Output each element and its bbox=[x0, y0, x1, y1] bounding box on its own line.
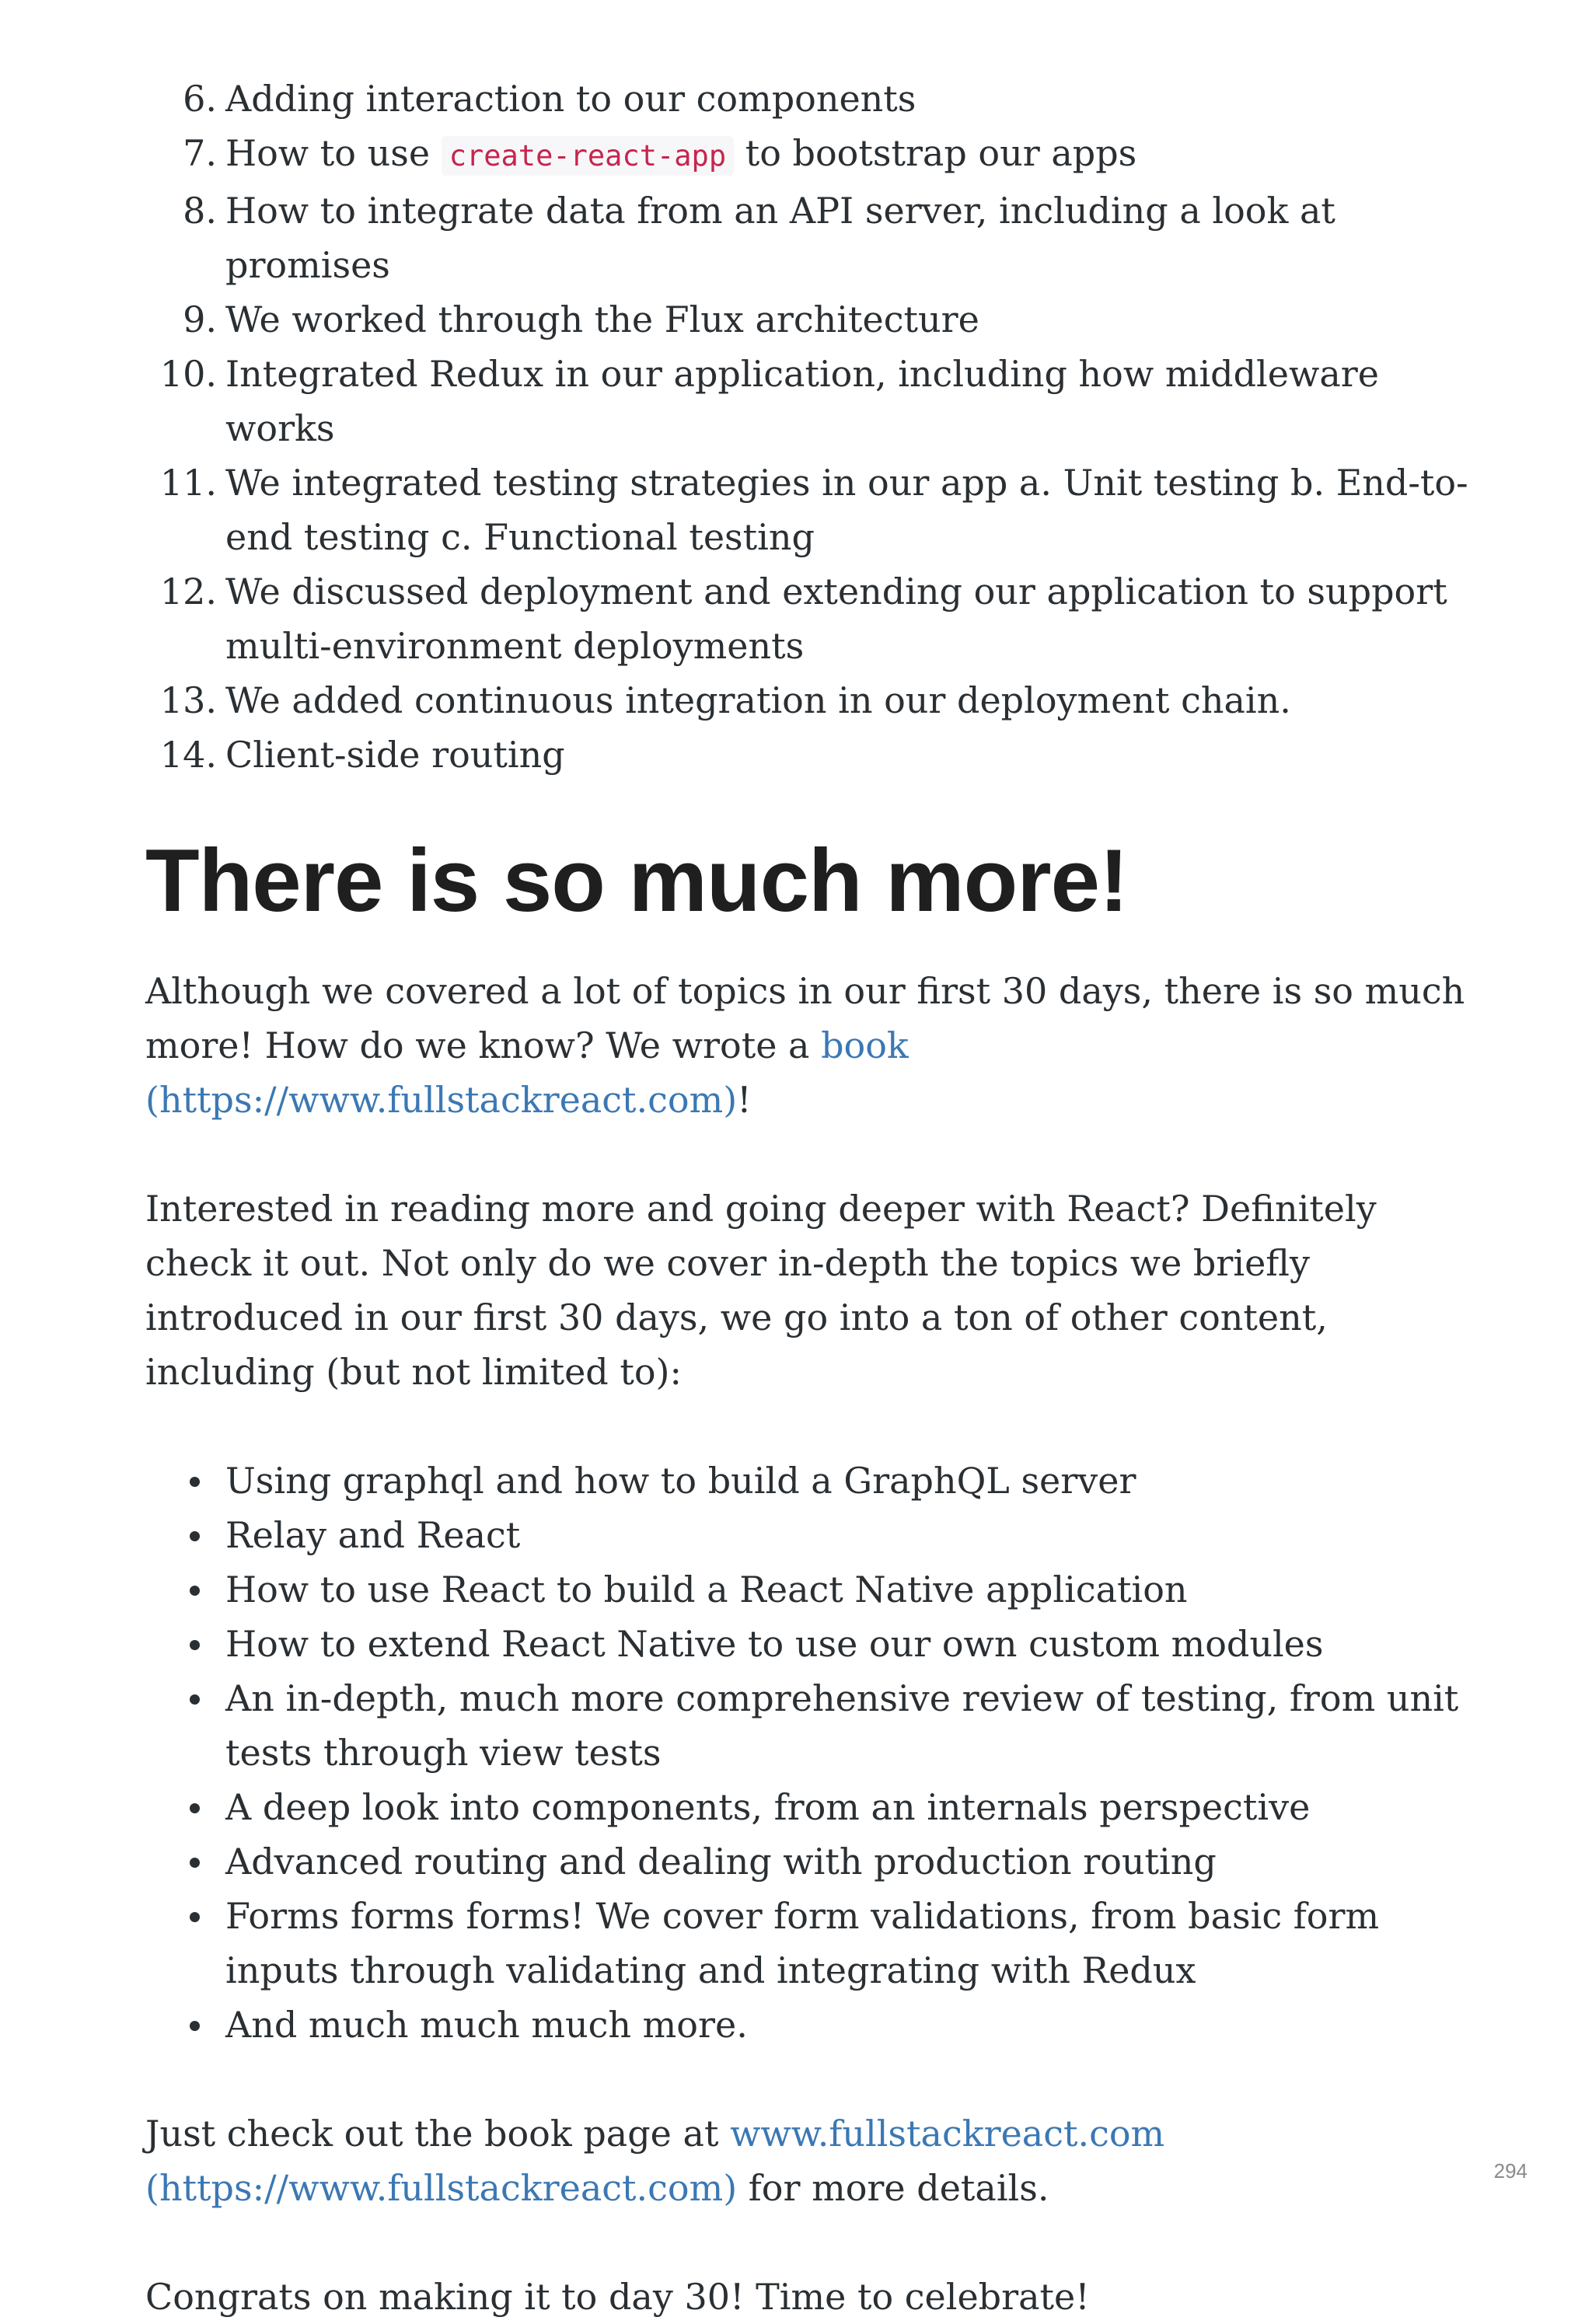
page-number: 294 bbox=[1493, 2159, 1527, 2183]
list-item bbox=[145, 1562, 1469, 1617]
list-item-text: And much much much more. bbox=[225, 2004, 748, 2046]
list-item-number: 9. bbox=[183, 298, 217, 340]
list-item-text: Client-side routing bbox=[225, 734, 565, 776]
list-item-text: We discussed deployment and extending our application to support multi-environment deployments bbox=[225, 571, 1447, 667]
list-item-number: 8. bbox=[183, 190, 217, 232]
list-item-text: We integrated testing strategies in our app a. Unit testing b. End-to-end testing c. Functional testing bbox=[225, 462, 1468, 558]
list-item-text: A deep look into components, from an internals perspective bbox=[225, 1786, 1311, 1828]
list-item bbox=[145, 455, 1469, 564]
book-page-link[interactable]: www.fullstackreact.com (https://www.fullstackreact.com) bbox=[145, 2113, 1165, 2209]
list-item-text: An in-depth, much more comprehensive review of testing, from unit tests through view tests bbox=[225, 1677, 1459, 1774]
list-item bbox=[145, 1617, 1469, 1671]
bullet-icon bbox=[190, 1912, 200, 1922]
list-item bbox=[145, 126, 1469, 183]
list-item-text: How to integrate data from an API server, including a look at promises bbox=[225, 190, 1335, 286]
list-item bbox=[145, 1889, 1469, 1998]
book-link[interactable]: book (https://www.fullstackreact.com) bbox=[145, 1024, 909, 1121]
list-item bbox=[145, 1453, 1469, 1508]
list-item bbox=[145, 564, 1469, 673]
bullet-icon bbox=[190, 1694, 200, 1705]
list-item-number: 14. bbox=[159, 734, 217, 776]
inline-code: create-react-app bbox=[442, 136, 734, 176]
section-heading: There is so much more! bbox=[145, 832, 1129, 930]
list-item-number: 11. bbox=[159, 462, 217, 504]
bullet-list bbox=[145, 1453, 1467, 2052]
list-item-number: 10. bbox=[159, 353, 217, 395]
list-item-number: 12. bbox=[159, 571, 217, 612]
list-item-text-prefix: How to use bbox=[225, 132, 442, 174]
list-item bbox=[145, 1671, 1469, 1780]
list-item bbox=[145, 1998, 1469, 2052]
list-item-text: We worked through the Flux architecture bbox=[225, 298, 979, 340]
numbered-list bbox=[145, 72, 1467, 782]
list-item-text: We added continuous integration in our deployment chain. bbox=[225, 679, 1291, 721]
bullet-icon bbox=[190, 1586, 200, 1596]
list-item-text: Using graphql and how to build a GraphQL server bbox=[225, 1460, 1136, 1502]
list-item-text: Relay and React bbox=[225, 1514, 521, 1556]
list-item bbox=[145, 1508, 1469, 1562]
document-page bbox=[145, 72, 1467, 2324]
list-item-number: 6. bbox=[183, 78, 217, 120]
list-item bbox=[145, 292, 1469, 347]
list-item-text: How to use React to build a React Native application bbox=[225, 1569, 1188, 1610]
list-item-text: Adding interaction to our components bbox=[225, 78, 916, 120]
list-item-text: Integrated Redux in our application, including how middleware works bbox=[225, 353, 1379, 449]
list-item bbox=[145, 72, 1469, 126]
list-item-text: How to extend React Native to use our own custom modules bbox=[225, 1623, 1324, 1665]
bullet-icon bbox=[190, 1803, 200, 1813]
book-page-paragraph-suffix: for more details. bbox=[737, 2167, 1049, 2209]
intro-paragraph-text: Although we covered a lot of topics in our first 30 days, there is so much more! How do we know? We wrote a bbox=[145, 970, 1465, 1066]
bullet-icon bbox=[190, 1531, 200, 1541]
list-item-text-suffix: to bootstrap our apps bbox=[734, 132, 1137, 174]
bullet-icon bbox=[190, 1858, 200, 1868]
book-page-paragraph bbox=[145, 2106, 1467, 2215]
list-item bbox=[145, 673, 1469, 728]
list-item-number: 13. bbox=[159, 679, 217, 721]
list-item-number: 7. bbox=[183, 132, 217, 174]
list-item bbox=[145, 1834, 1469, 1889]
bullet-icon bbox=[190, 1477, 200, 1487]
details-paragraph: Interested in reading more and going deeper with React? Definitely check it out. Not only do we cover in-depth the topics we briefly introduced in our first 30 days, we go into a ton of other content, including (but not limited to): bbox=[145, 1188, 1377, 1393]
book-page-paragraph-prefix: Just check out the book page at bbox=[145, 2113, 731, 2155]
list-item-text: Forms forms forms! We cover form validations, from basic form inputs through validating and integrating with Redux bbox=[225, 1895, 1380, 1991]
list-item bbox=[145, 728, 1469, 782]
list-item bbox=[145, 183, 1469, 292]
list-item-text: Advanced routing and dealing with production routing bbox=[225, 1841, 1217, 1883]
closing-paragraph: Congrats on making it to day 30! Time to celebrate! bbox=[145, 2276, 1090, 2318]
intro-paragraph-suffix: ! bbox=[737, 1079, 752, 1121]
bullet-icon bbox=[190, 2021, 200, 2031]
bullet-icon bbox=[190, 1640, 200, 1650]
intro-paragraph bbox=[145, 964, 1467, 1127]
list-item bbox=[145, 1780, 1469, 1834]
list-item bbox=[145, 347, 1469, 455]
